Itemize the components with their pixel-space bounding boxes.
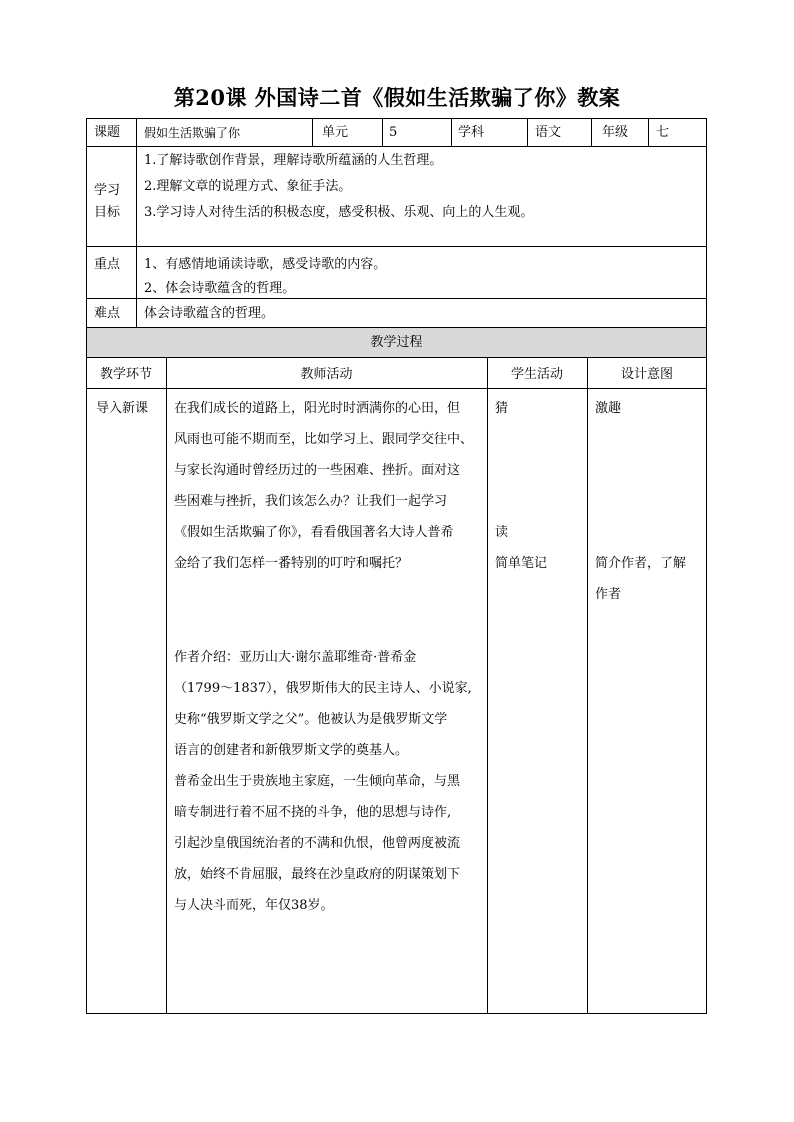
unit-value: 5 <box>389 125 398 140</box>
student-activity: 读 <box>495 525 509 540</box>
difficulty-text: 体会诗歌蕴含的哲理。 <box>144 306 275 321</box>
objectives-label-line2: 目标 <box>94 205 121 220</box>
unit-label: 单元 <box>322 125 349 140</box>
teacher-text-line: 引起沙皇俄国统治者的不满和仇恨，他曾两度被流 <box>174 836 461 851</box>
teacher-text-line: 作者介绍：亚历山大·谢尔盖耶维奇·普希金 <box>174 650 417 665</box>
objectives-label-line1: 学习 <box>94 183 121 198</box>
key-point-item: 1、有感情地诵读诗歌，感受诗歌的内容。 <box>144 257 387 272</box>
grade-value: 七 <box>656 125 670 140</box>
objective-item: 1.了解诗歌创作背景，理解诗歌所蕴涵的人生哲理。 <box>144 153 443 168</box>
topic-label: 课题 <box>94 125 121 140</box>
design-intent: 简介作者，了解 <box>595 556 687 571</box>
teacher-text-line: 些困难与挫折，我们该怎么办？让我们一起学习 <box>174 494 448 509</box>
column-header-student: 学生活动 <box>510 367 563 382</box>
page-title: 第20课 外国诗二首《假如生活欺骗了你》教案 <box>173 85 621 110</box>
key-points-label: 重点 <box>94 257 121 272</box>
teacher-text-line: 暗专制进行着不屈不挠的斗争，他的思想与诗作, <box>174 805 452 820</box>
teacher-text-line: 风雨也可能不期而至，比如学习上、跟同学交往中、 <box>174 432 474 447</box>
subject-value: 语文 <box>535 125 562 140</box>
teacher-text-line: 史称“俄罗斯文学之父”。他被认为是俄罗斯文学 <box>174 712 448 727</box>
objective-item: 2.理解文章的说理方式、象征手法。 <box>144 179 352 194</box>
teacher-text-line: 与人决斗而死，年仅38岁。 <box>174 898 334 913</box>
design-intent: 作者 <box>595 587 622 602</box>
design-intent: 激趣 <box>595 401 622 416</box>
subject-label: 学科 <box>458 125 485 140</box>
teacher-text-line: 语言的创建者和新俄罗斯文学的奠基人。 <box>174 743 409 758</box>
teacher-text-line: 与家长沟通时曾经历过的一些困难、挫折。面对这 <box>174 463 461 478</box>
teacher-text-line: （1799～1837），俄罗斯伟大的民主诗人、小说家, <box>174 681 472 696</box>
column-header-teacher: 教师活动 <box>300 367 353 382</box>
teacher-text-line: 放，始终不肯屈服，最终在沙皇政府的阴谋策划下 <box>174 867 461 882</box>
lesson-plan-table <box>86 118 707 1014</box>
grade-label: 年级 <box>602 125 629 140</box>
column-header-intent: 设计意图 <box>620 367 673 382</box>
process-heading: 教学过程 <box>370 335 423 350</box>
difficulty-label: 难点 <box>94 306 121 321</box>
key-point-item: 2、体会诗歌蕴含的哲理。 <box>144 281 296 296</box>
student-activity: 猜 <box>495 401 509 416</box>
teacher-text-line: 在我们成长的道路上，阳光时时洒满你的心田，但 <box>174 401 461 416</box>
stage-name: 导入新课 <box>96 401 149 416</box>
column-header-stage: 教学环节 <box>99 367 152 382</box>
objective-item: 3.学习诗人对待生活的积极态度，感受积极、乐观、向上的人生观。 <box>144 205 534 220</box>
teacher-text-line: 普希金出生于贵族地主家庭，一生倾向革命，与黑 <box>174 774 461 789</box>
topic-value: 假如生活欺骗了你 <box>144 126 241 140</box>
teacher-text-line: 金给了我们怎样一番特别的叮咛和嘱托？ <box>174 556 409 571</box>
teacher-text-line: 《假如生活欺骗了你》，看看俄国著名大诗人普希 <box>174 525 454 540</box>
student-activity: 简单笔记 <box>495 556 548 571</box>
